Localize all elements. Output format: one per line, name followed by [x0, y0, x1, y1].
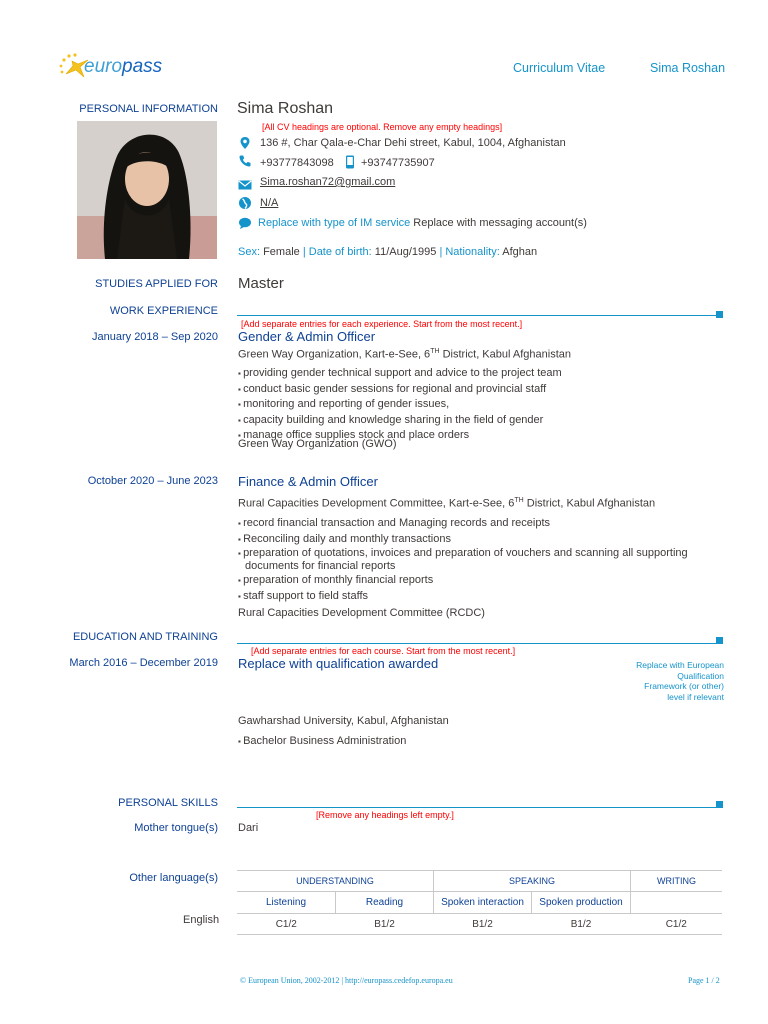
mobile-number[interactable]: +93747735907: [361, 157, 435, 169]
spoken-production-level: B1/2: [532, 914, 631, 935]
personal-information-label: PERSONAL INFORMATION: [79, 103, 218, 115]
email-address[interactable]: Sima.roshan72@gmail.com: [260, 176, 396, 188]
instant-messaging-icon: [238, 216, 252, 230]
photo: [77, 121, 217, 259]
employer-address: [238, 348, 571, 361]
section-rule: [237, 807, 717, 808]
listening-subheader: Listening: [237, 892, 336, 914]
personal-skills-label: PERSONAL SKILLS: [118, 797, 218, 809]
employer-name: Green Way Organization (GWO): [238, 438, 397, 450]
employer-address: [238, 497, 655, 510]
sex-label: Sex:: [238, 246, 261, 258]
list-item: ▪ Reconciling daily and monthly transactions: [238, 532, 698, 548]
writing-subheader: [631, 892, 723, 914]
list-item: ▪ staff support to field staffs: [238, 589, 698, 605]
job-title: Gender & Admin Officer: [238, 329, 376, 344]
section-rule-square: [716, 801, 723, 808]
portrait-photo-icon: [77, 121, 217, 259]
qualification-title: Replace with qualification awarded: [238, 656, 439, 671]
list-item: ▪ preparation of monthly financial reports: [238, 573, 698, 589]
eqf-level: Replace with European Qualification Framework (or other) level if relevant: [636, 660, 724, 702]
education-entries-note: [Add separate entries for each course. Start from the most recent.]: [251, 646, 516, 656]
employer-address-prefix: Rural Capacities Development Committee, Kart-e-See, 6: [238, 497, 515, 510]
spoken-interaction-subheader: Spoken interaction: [434, 892, 532, 914]
location-pin-icon: [238, 136, 252, 150]
phone-number[interactable]: +93777843098: [260, 157, 334, 169]
page-number: Page 1 / 2: [688, 976, 720, 985]
other-languages-label: Other language(s): [129, 872, 218, 884]
ordinal-suffix: TH: [514, 497, 524, 504]
footer-copyright[interactable]: © European Union, 2002-2012 | http://europass.cedefop.europa.eu: [240, 976, 453, 985]
list-item: ▪ preparation of quotations, invoices and preparation of vouchers and scanning all supporting documents for financial reports: [238, 547, 695, 573]
writing-level: C1/2: [631, 914, 723, 935]
sex-value: Female: [263, 246, 300, 258]
reading-level: B1/2: [336, 914, 434, 935]
website-icon: [238, 196, 252, 210]
im-line: [258, 217, 587, 229]
employer-name: Rural Capacities Development Committee (RCDC): [238, 607, 485, 619]
institution: Gawharshad University, Kabul, Afghanistan: [238, 715, 449, 727]
employer-address-prefix: Green Way Organization, Kart-e-See, 6: [238, 348, 431, 361]
im-account: Replace with messaging account(s): [413, 217, 587, 229]
studies-applied-label: STUDIES APPLIED FOR: [95, 278, 218, 290]
understanding-header: UNDERSTANDING: [237, 871, 434, 892]
remove-headings-note: [Remove any headings left empty.]: [316, 810, 454, 820]
education-dates: March 2016 – December 2019: [69, 657, 218, 669]
employer-address-suffix: District, Kabul Afghanistan: [523, 497, 656, 510]
nationality-value: Afghan: [502, 246, 538, 258]
logo-euro-text: euro: [84, 56, 123, 77]
work-dates: October 2020 – June 2023: [87, 475, 218, 487]
writing-header: WRITING: [631, 871, 723, 892]
table-row: [237, 914, 722, 935]
listening-level: C1/2: [237, 914, 336, 935]
speaking-header: SPEAKING: [434, 871, 631, 892]
mobile-phone-icon: [345, 155, 355, 169]
studies-applied-value: Master: [238, 275, 284, 292]
list-item: ▪ monitoring and reporting of gender issues,: [238, 397, 708, 413]
duties-list: [238, 366, 708, 444]
person-name: Sima Roshan: [237, 100, 334, 117]
work-dates: January 2018 – Sep 2020: [92, 331, 218, 343]
education-training-label: EDUCATION AND TRAINING: [72, 631, 218, 643]
im-service-placeholder: Replace with type of IM service: [258, 217, 411, 229]
language-name: English: [183, 914, 220, 926]
work-experience-label: WORK EXPERIENCE: [109, 305, 218, 317]
language-skills-table: [237, 870, 722, 935]
list-item: ▪ record financial transaction and Managing records and receipts: [238, 516, 698, 532]
mother-tongue-label: Mother tongue(s): [134, 822, 218, 834]
doc-type: Curriculum Vitae: [513, 61, 606, 75]
nationality-label: Nationality:: [445, 246, 500, 258]
address: 136 #, Char Qala-e-Char Dehi street, Kabul, 1004, Afghanistan: [260, 137, 566, 149]
dob-label: Date of birth:: [308, 246, 372, 258]
optional-headings-note: [All CV headings are optional. Remove any empty headings]: [262, 122, 503, 132]
email-icon: [238, 178, 252, 192]
logo-pass-text: pass: [122, 56, 163, 77]
section-rule-square: [716, 637, 723, 644]
education-items-list: [238, 734, 638, 750]
personal-details-line: [238, 246, 537, 258]
duties-list: [238, 516, 698, 604]
reading-subheader: Reading: [336, 892, 434, 914]
section-rule: [237, 643, 717, 644]
separator: |: [302, 246, 306, 258]
phone-icon: [238, 154, 252, 168]
europass-logo: [58, 52, 168, 82]
dob-value: 11/Aug/1995: [374, 246, 437, 258]
separator: |: [439, 246, 443, 258]
section-rule: [237, 315, 717, 316]
mother-tongue-value: Dari: [238, 822, 259, 834]
job-title: Finance & Admin Officer: [238, 474, 378, 489]
list-item: ▪ providing gender technical support and advice to the project team: [238, 366, 708, 382]
ordinal-suffix: TH: [430, 348, 440, 355]
spoken-production-subheader: Spoken production: [532, 892, 631, 914]
website[interactable]: N/A: [260, 197, 279, 209]
section-rule-square: [716, 311, 723, 318]
employer-address-suffix: District, Kabul Afghanistan: [439, 348, 571, 361]
header-name: Sima Roshan: [650, 61, 726, 75]
list-item: ▪ manage office supplies stock and place orders: [238, 428, 708, 444]
list-item: ▪ Bachelor Business Administration: [238, 734, 638, 750]
list-item: ▪ capacity building and knowledge sharing in the field of gender: [238, 413, 708, 429]
spoken-interaction-level: B1/2: [434, 914, 532, 935]
work-entries-note: [Add separate entries for each experience. Start from the most recent.]: [241, 319, 523, 329]
list-item: ▪ conduct basic gender sessions for regional and provincial staff: [238, 382, 708, 398]
